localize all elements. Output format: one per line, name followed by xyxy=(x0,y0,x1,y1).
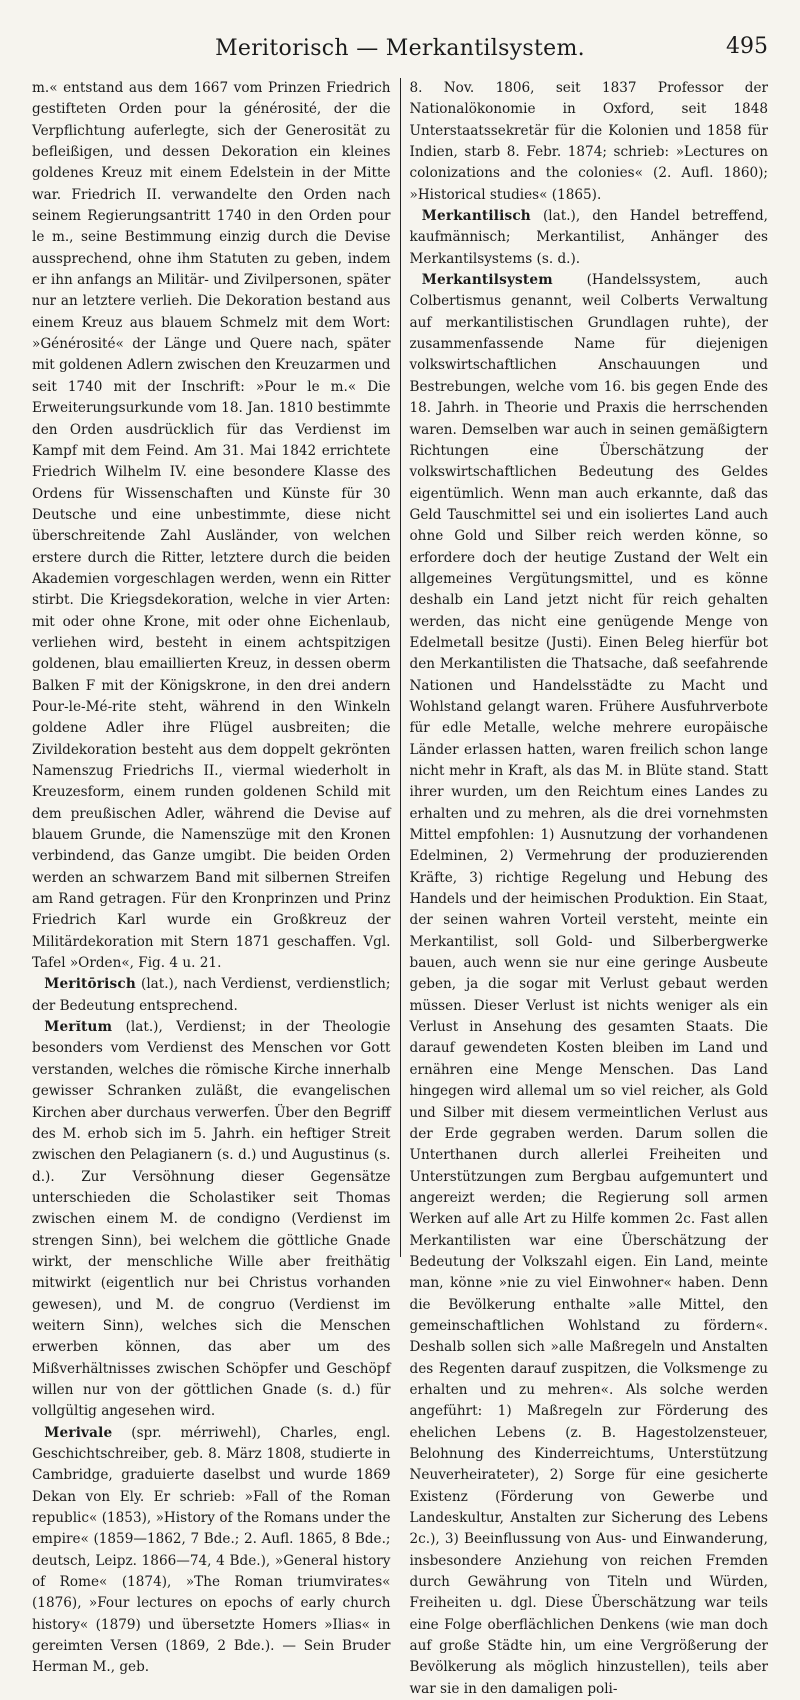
text-columns xyxy=(32,78,768,1697)
entry-meritum xyxy=(32,1017,391,1423)
entry-text: (lat.), nach Verdienst, verdienstlich; der Bedeutung entsprechend. xyxy=(32,976,391,1014)
entry-merkantilsystem xyxy=(410,270,769,1700)
entry-headword: Merkantilsystem xyxy=(421,272,553,289)
entry-merivale xyxy=(32,1423,391,1679)
left-column xyxy=(32,78,400,1676)
entry-text: (Handelssystem, auch Colbertismus genannt, weil Colberts Verwaltung auf merkantilistischen Grundlagen ruhte), der zusammenfassende Name für diejenigen volkswirtschaftlichen Anschauungen und Bestrebungen, welche vom 16. bis gegen Ende des 18. Jahrh. in Theorie und Praxis die herrschenden waren. Demselben war auch in seinen gemäßigtern Richtungen eine Überschätzung der volkswirtschaftlichen Bedeutung des Geldes eigentümlich. Wenn man auch erkannte, daß das Geld Tauschmittel sei und ein isoliertes Land auch ohne Gold und Silber reich werden könne, so erfordere doch der heutige Zustand der Welt ein allgemeines Vergütungsmittel, und es könne deshalb ein Land jetzt nicht für reich gehalten werden, das nicht eine genügende Menge von Edelmetall besitze (Justi). Einen Beleg hierfür bot den Merkantilisten die Thatsache, daß seefahrende Nationen und Handelsstädte zu Macht und Wohlstand gelangt waren. Frühere Ausfuhrverbote für edle Metalle, welche mehrere europäische Länder erlassen hatten, waren freilich schon lange nicht mehr in Kraft, als das M. in Blüte stand. Statt ihrer wurden, um den Reichtum eines Landes zu erhalten und zu mehren, als die drei vornehmsten Mittel empfohlen: 1) Ausnutzung der vorhandenen Edelminen, 2) Vermehrung der produzierenden Kräfte, 3) richtige Regelung und Hebung des Handels und der heimischen Produktion. Ein Staat, der seinen wahren Vorteil versteht, meinte ein Merkantilist, soll Gold- und Silberbergwerke bauen, auch wenn sie nur eine geringe Ausbeute geben, ja die sogar mit Verlust gebaut werden müssen. Dieser Verlust ist nichts weniger als ein Verlust in Ansehung des gesamten Staats. Die darauf gewendeten Kosten bleiben im Land und ernähren eine Menge Menschen. Das Land hingegen wird allemal um so viel reicher, als Gold und Silber mit diesem vermeintlichen Verlust aus der Erde gegraben werden. Darum sollen die Unterthanen durch allerlei Freiheiten und Unterstützungen zum Bergbau aufgemuntert und angereizt werden; die Regierung soll armen Werken auf alle Art zu Hilfe kommen 2c. Fast allen Merkantilisten war eine Überschätzung der Bedeutung der Volkszahl eigen. Ein Land, meinte man, könne »nie zu viel Einwohner« haben. Denn die Bevölkerung enthalte »alle Mittel, den gemeinschaftlichen Wohlstand zu fördern«. Deshalb sollen sich »alle Maßregeln und Anstalten des Regenten darauf zuspitzen, die Volksmenge zu erhalten und zu mehren«. Als solche werden angeführt: 1) Maßregeln zur Förderung des ehelichen Lebens (z. B. Hagestolzensteuer, Belohnung des Kinderreichtums, Unterstützung Neuverheirateter), 2) Sorge für eine gesicherte Existenz (Förderung von Gewerbe und Landeskultur, Anstalten zur Sicherung des Lebens 2c.), 3) Beeinflussung von Aus- und Einwanderung, insbesondere Anziehung von reichen Fremden durch Gewährung von Titeln und Würden, Freiheiten u. dgl. Diese Überschätzung war teils eine Folge oberflächlichen Denkens (wie man doch auf große Städte hin, um eine Vergrößerung der Bevölkerung als möglich hinzustellen), teils aber war sie in den damaligen poli- xyxy=(409,272,768,1697)
entry-meritorisch xyxy=(32,974,391,1017)
paragraph-text: 8. Nov. 1806, seit 1837 Professor der Nationalökonomie in Oxford, seit 1848 Unterstaatssekretär für die Kolonien und 1858 für Indien, starb 8. Febr. 1874; schrieb: »Lectures on colonizations and the colonies« (2. Aufl. 1860); »Historical studies« (1865). xyxy=(409,80,768,203)
continuation-paragraph xyxy=(410,78,769,206)
entry-text: (spr. mérriwehl), Charles, engl. Geschichtschreiber, geb. 8. März 1808, studierte in Cambridge, graduierte daselbst und wurde 1869 Dekan von Ely. Er schrieb: »Fall of the Roman republic« (1853), »History of the Romans under the empire« (1859—1862, 7 Bde.; 2. Aufl. 1865, 8 Bde.; deutsch, Leipz. 1866—74, 4 Bde.), »General history of Rome« (1874), »The Roman triumvirates« (1876), »Four lectures on epochs of early church history« (1879) und übersetzte Homers »Ilias« in gereimten Versen (1869, 2 Bde.). — Sein Bruder Herman M., geb. xyxy=(32,1424,391,1676)
paragraph-text: m.« entstand aus dem 1667 vom Prinzen Friedrich gestifteten Orden pour la générosité, der die Verpflichtung auferlegte, sich der Generosität zu befleißigen, und dessen Dekoration ein kleines goldenes Kreuz mit einem Edelstein in der Mitte war. Friedrich II. verwandelte den Orden nach seinem Regierungsantritt 1740 in den Orden pour le m., seine Bestimmung einzig durch die Devise aussprechend, ohne ihm Statuten zu geben, indem er ihn anfangs an Militär- und Zivilpersonen, später nur an letztere verlieh. Die Dekoration bestand aus einem Kreuz aus blauem Schmelz mit dem Wort: »Générosité« der Länge und Quere nach, später mit goldenen Adlern zwischen den Kreuzarmen und seit 1740 mit der Inschrift: »Pour le m.« Die Erweiterungsurkunde vom 18. Jan. 1810 bestimmte den Orden ausdrücklich für das Verdienst im Kampf mit dem Feind. Am 31. Mai 1842 errichtete Friedrich Wilhelm IV. eine besondere Klasse des Ordens für Wissenschaften und Künste für 30 Deutsche und eine unbestimmte, diese nicht überschreitende Zahl Ausländer, von welchen erstere durch die Ritter, letztere durch die beiden Akademien vorgeschlagen werden, wenn ein Ritter stirbt. Die Kriegsdekoration, welche in vier Arten: mit oder ohne Krone, mit oder ohne Eichenlaub, verliehen wird, besteht in einem achtspitzigen goldenen, blau emaillierten Kreuz, in dessen oberm Balken F mit der Königskrone, in den drei andern Pour-le-Mé-rite steht, während in den Winkeln goldene Adler ihre Flügel ausbreiten; die Zivildekoration besteht aus dem doppelt gekrönten Namenszug Friedrichs II., viermal wiederholt in Kreuzesform, einem runden goldenen Schild mit dem preußischen Adler, während die Devise auf blauem Grunde, die Namenszüge mit den Kronen verbindend, das Ganze umgibt. Die beiden Orden werden an schwarzem Band mit silbernen Streifen am Rand getragen. Für den Kronprinzen und Prinz Friedrich Karl wurde ein Großkreuz der Militärdekoration mit Stern 1871 geschaffen. Vgl. Tafel »Orden«, Fig. 4 u. 21. xyxy=(32,80,391,972)
entry-headword: Meritōrisch xyxy=(44,976,136,993)
running-title: Meritorisch — Merkantilsystem. xyxy=(215,35,585,61)
entry-headword: Merkantilisch xyxy=(421,208,531,225)
entry-headword: Merivale xyxy=(44,1424,113,1441)
continuation-paragraph xyxy=(32,78,391,974)
entry-text: (lat.), Verdienst; in der Theologie besonders vom Verdienst des Menschen vor Gott verstanden, welches die römische Kirche innerhalb gewisser Schranken zuläßt, die evangelischen Kirchen aber durchaus verwerfen. Über den Begriff des M. erhob sich im 5. Jahrh. ein heftiger Streit zwischen den Pelagianern (s. d.) und Augustinus (s. d.). Zur Versöhnung dieser Gegensätze unterschieden die Scholastiker seit Thomas zwischen einem M. de condigno (Verdienst im strengen Sinn), bei welchem die göttliche Gnade wirkt, der menschliche Wille aber freithätig mitwirkt (eigentlich nur bei Christus vorhanden gewesen), und M. de congruo (Verdienst im weitern Sinn), welches sich die Menschen erwerben können, das aber um des Mißverhältnisses zwischen Schöpfer und Geschöpf willen nur von der göttlichen Gnade (s. d.) für vollgültig angesehen wird. xyxy=(32,1019,391,1420)
entry-merkantilisch xyxy=(410,206,769,270)
entry-text: (lat.), den Handel betreffend, kaufmännisch; Merkantilist, Anhänger des Merkantilsystems (s. d.). xyxy=(409,208,768,267)
entry-headword: Merĭtum xyxy=(44,1019,113,1036)
page-number: 495 xyxy=(726,34,768,59)
page-header xyxy=(32,28,768,68)
right-column xyxy=(400,78,769,1697)
